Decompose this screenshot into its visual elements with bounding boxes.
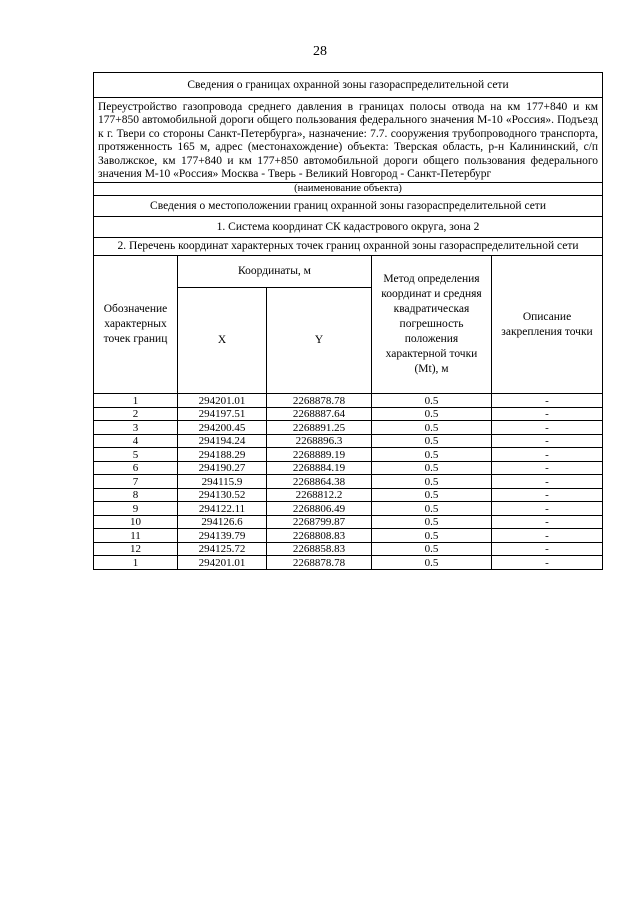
table-row bbox=[94, 529, 603, 543]
cell-x: 294201.01 bbox=[178, 394, 267, 408]
cell-y: 2268887.64 bbox=[267, 407, 372, 421]
cell-point: 8 bbox=[94, 488, 178, 502]
cell-y: 2268812.2 bbox=[267, 488, 372, 502]
points-list-title: 2. Перечень координат характерных точек границ охранной зоны газораспределительной сети bbox=[94, 238, 603, 256]
cell-y: 2268891.25 bbox=[267, 421, 372, 435]
cell-y: 2268884.19 bbox=[267, 461, 372, 475]
page-number: 28 bbox=[313, 44, 327, 59]
cell-desc: - bbox=[492, 502, 603, 516]
cell-desc: - bbox=[492, 542, 603, 556]
coordinate-system: 1. Система координат СК кадастрового округа, зона 2 bbox=[94, 217, 603, 238]
cell-point: 10 bbox=[94, 515, 178, 529]
cell-desc: - bbox=[492, 529, 603, 543]
object-description: Переустройство газопровода среднего давления в границах полосы отвода на км 177+840 и км 177+850 автомобильной дороги общего пользования федерального значения М-10 «Россия». Подъезд к г. Твери со стороны Санкт-Петербурга», назначение: 7.7. сооружения трубопроводного транспорта, протяженность 165 м, адрес (местонахождение) объекта: Тверская область, р-н Калининский, с/п Заволжское, км 177+840 и км 177+850 автомобильной дороги общего пользования федерального значения М-10 «Россия» Москва - Тверь - Великий Новгород - Санкт-Петербург bbox=[94, 98, 603, 183]
cell-x: 294201.01 bbox=[178, 556, 267, 570]
cell-point: 7 bbox=[94, 475, 178, 489]
cell-x: 294130.52 bbox=[178, 488, 267, 502]
cell-mt: 0.5 bbox=[372, 448, 492, 462]
table-row bbox=[94, 542, 603, 556]
cell-mt: 0.5 bbox=[372, 461, 492, 475]
cell-x: 294139.79 bbox=[178, 529, 267, 543]
header-description: Описание закрепления точки bbox=[492, 256, 603, 394]
cell-point: 1 bbox=[94, 394, 178, 408]
cell-point: 11 bbox=[94, 529, 178, 543]
cell-mt: 0.5 bbox=[372, 542, 492, 556]
cell-mt: 0.5 bbox=[372, 529, 492, 543]
cell-x: 294125.72 bbox=[178, 542, 267, 556]
cell-y: 2268878.78 bbox=[267, 556, 372, 570]
cell-point: 9 bbox=[94, 502, 178, 516]
cell-mt: 0.5 bbox=[372, 502, 492, 516]
header-point: Обозначение характерных точек границ bbox=[94, 256, 178, 394]
cell-mt: 0.5 bbox=[372, 515, 492, 529]
cell-y: 2268799.87 bbox=[267, 515, 372, 529]
table-row bbox=[94, 421, 603, 435]
table-row bbox=[94, 475, 603, 489]
cell-x: 294188.29 bbox=[178, 448, 267, 462]
cell-point: 2 bbox=[94, 407, 178, 421]
cell-y: 2268806.49 bbox=[267, 502, 372, 516]
cell-y: 2268808.83 bbox=[267, 529, 372, 543]
table-row bbox=[94, 502, 603, 516]
cell-point: 12 bbox=[94, 542, 178, 556]
cell-point: 5 bbox=[94, 448, 178, 462]
table-row bbox=[94, 488, 603, 502]
cell-x: 294194.24 bbox=[178, 434, 267, 448]
cell-point: 3 bbox=[94, 421, 178, 435]
document-title: Сведения о границах охранной зоны газораспределительной сети bbox=[94, 73, 603, 98]
cell-mt: 0.5 bbox=[372, 421, 492, 435]
cell-x: 294126.6 bbox=[178, 515, 267, 529]
cell-y: 2268858.83 bbox=[267, 542, 372, 556]
cell-desc: - bbox=[492, 515, 603, 529]
cell-x: 294122.11 bbox=[178, 502, 267, 516]
cell-desc: - bbox=[492, 461, 603, 475]
cell-x: 294115.9 bbox=[178, 475, 267, 489]
object-caption: (наименование объекта) bbox=[94, 183, 603, 196]
cell-desc: - bbox=[492, 434, 603, 448]
cell-mt: 0.5 bbox=[372, 488, 492, 502]
cell-mt: 0.5 bbox=[372, 407, 492, 421]
cell-desc: - bbox=[492, 421, 603, 435]
cell-y: 2268878.78 bbox=[267, 394, 372, 408]
table-row bbox=[94, 394, 603, 408]
table-row bbox=[94, 556, 603, 570]
cell-point: 4 bbox=[94, 434, 178, 448]
cell-x: 294190.27 bbox=[178, 461, 267, 475]
header-method: Метод определения координат и средняя квадратическая погрешность положения характерной точки (Mt), м bbox=[372, 256, 492, 394]
table-row bbox=[94, 448, 603, 462]
cell-y: 2268889.19 bbox=[267, 448, 372, 462]
cell-mt: 0.5 bbox=[372, 434, 492, 448]
header-y: Y bbox=[267, 288, 372, 394]
header-x: X bbox=[178, 288, 267, 394]
cell-point: 6 bbox=[94, 461, 178, 475]
cell-desc: - bbox=[492, 556, 603, 570]
table-row bbox=[94, 407, 603, 421]
table-row bbox=[94, 515, 603, 529]
cell-point: 1 bbox=[94, 556, 178, 570]
table-row bbox=[94, 434, 603, 448]
boundary-table bbox=[93, 72, 603, 570]
location-title: Сведения о местоположении границ охранной зоны газораспределительной сети bbox=[94, 196, 603, 217]
cell-desc: - bbox=[492, 394, 603, 408]
cell-y: 2268896.3 bbox=[267, 434, 372, 448]
cell-desc: - bbox=[492, 407, 603, 421]
cell-desc: - bbox=[492, 448, 603, 462]
cell-x: 294200.45 bbox=[178, 421, 267, 435]
cell-mt: 0.5 bbox=[372, 394, 492, 408]
cell-desc: - bbox=[492, 475, 603, 489]
cell-desc: - bbox=[492, 488, 603, 502]
cell-x: 294197.51 bbox=[178, 407, 267, 421]
header-coords: Координаты, м bbox=[178, 256, 372, 288]
cell-mt: 0.5 bbox=[372, 556, 492, 570]
table-row bbox=[94, 461, 603, 475]
cell-y: 2268864.38 bbox=[267, 475, 372, 489]
cell-mt: 0.5 bbox=[372, 475, 492, 489]
